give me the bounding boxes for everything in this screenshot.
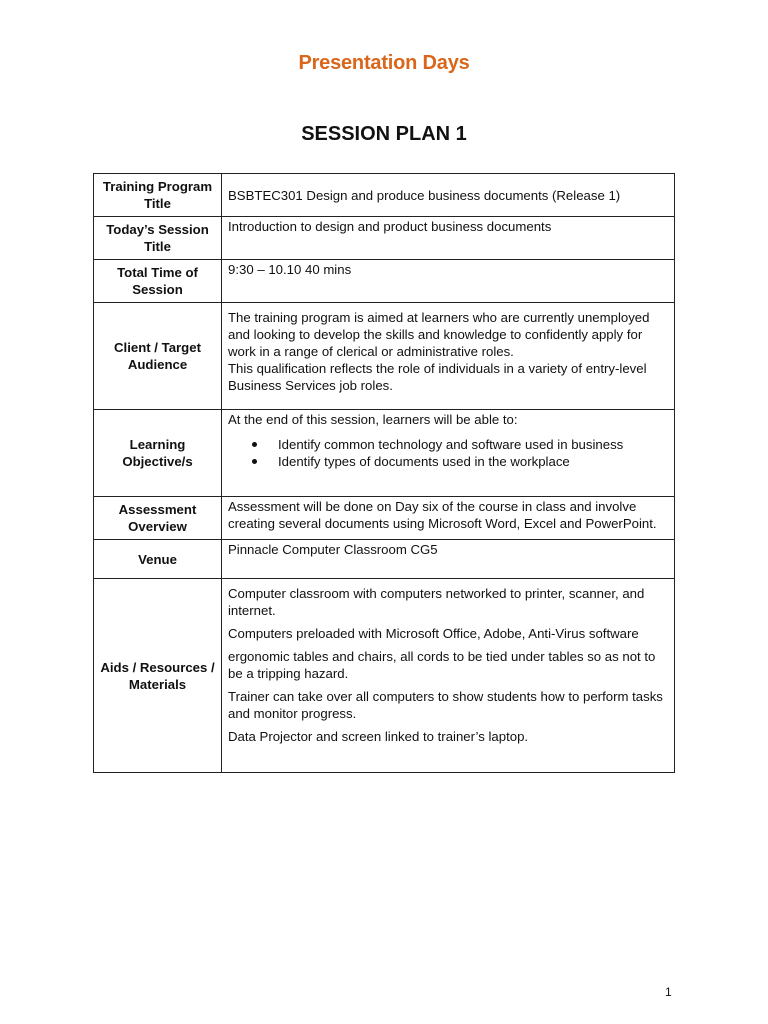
row-value-time: 9:30 – 10.10 40 mins: [222, 260, 675, 303]
aids-item: ergonomic tables and chairs, all cords to be tied under tables so as not to be a tripping hazard.: [228, 649, 656, 681]
page-header-title: Presentation Days: [298, 52, 470, 74]
objective-text: Identify types of documents used in the workplace: [278, 454, 570, 469]
row-label-program: Training Program Title: [94, 174, 222, 217]
objectives-list: [228, 436, 668, 470]
list-item: [228, 453, 668, 470]
row-value-session: Introduction to design and product business documents: [222, 217, 675, 260]
table-row-time: [94, 260, 675, 303]
aids-item: Computer classroom with computers networked to printer, scanner, and internet.: [228, 586, 645, 618]
row-value-venue: Pinnacle Computer Classroom CG5: [222, 540, 675, 579]
row-value-objectives: [222, 410, 675, 497]
table-row-audience: [94, 303, 675, 410]
table-row-venue: [94, 540, 675, 579]
aids-item: Data Projector and screen linked to trainer’s laptop.: [228, 729, 529, 744]
row-label-objectives: Learning Objective/s: [94, 410, 222, 497]
row-label-assessment: Assessment Overview: [94, 497, 222, 540]
audience-paragraph: The training program is aimed at learners who are currently unemployed and looking to develop the skills and knowledge to confidently apply for work in a range of clerical or administrative roles.: [228, 310, 650, 359]
audience-paragraph: This qualification reflects the role of individuals in a variety of entry-level Business Services job roles.: [228, 361, 647, 393]
row-label-venue: Venue: [94, 540, 222, 579]
table-row-objectives: [94, 410, 675, 497]
table-row-session: [94, 217, 675, 260]
aids-item: Trainer can take over all computers to show students how to perform tasks and monitor progress.: [228, 689, 663, 721]
row-value-aids: [222, 579, 675, 773]
bullet-icon: [252, 442, 257, 447]
row-value-assessment: Assessment will be done on Day six of the course in class and involve creating several documents using Microsoft Word, Excel and PowerPoint.: [222, 497, 675, 540]
page-number: 1: [665, 985, 672, 999]
aids-item: Computers preloaded with Microsoft Office, Adobe, Anti-Virus software: [228, 626, 639, 641]
row-label-aids: Aids / Resources / Materials: [94, 579, 222, 773]
objectives-intro: At the end of this session, learners will be able to:: [228, 412, 518, 427]
row-label-session: Today’s Session Title: [94, 217, 222, 260]
session-plan-table: [93, 173, 675, 773]
list-item: [228, 436, 668, 453]
row-value-program: BSBTEC301 Design and produce business documents (Release 1): [222, 174, 675, 217]
bullet-icon: [252, 459, 257, 464]
table-row-program: [94, 174, 675, 217]
row-value-audience: [222, 303, 675, 410]
row-label-time: Total Time of Session: [94, 260, 222, 303]
table-row-assessment: [94, 497, 675, 540]
table-row-aids: [94, 579, 675, 773]
document-title: SESSION PLAN 1: [301, 123, 467, 145]
row-label-audience: Client / Target Audience: [94, 303, 222, 410]
objective-text: Identify common technology and software used in business: [278, 437, 624, 452]
